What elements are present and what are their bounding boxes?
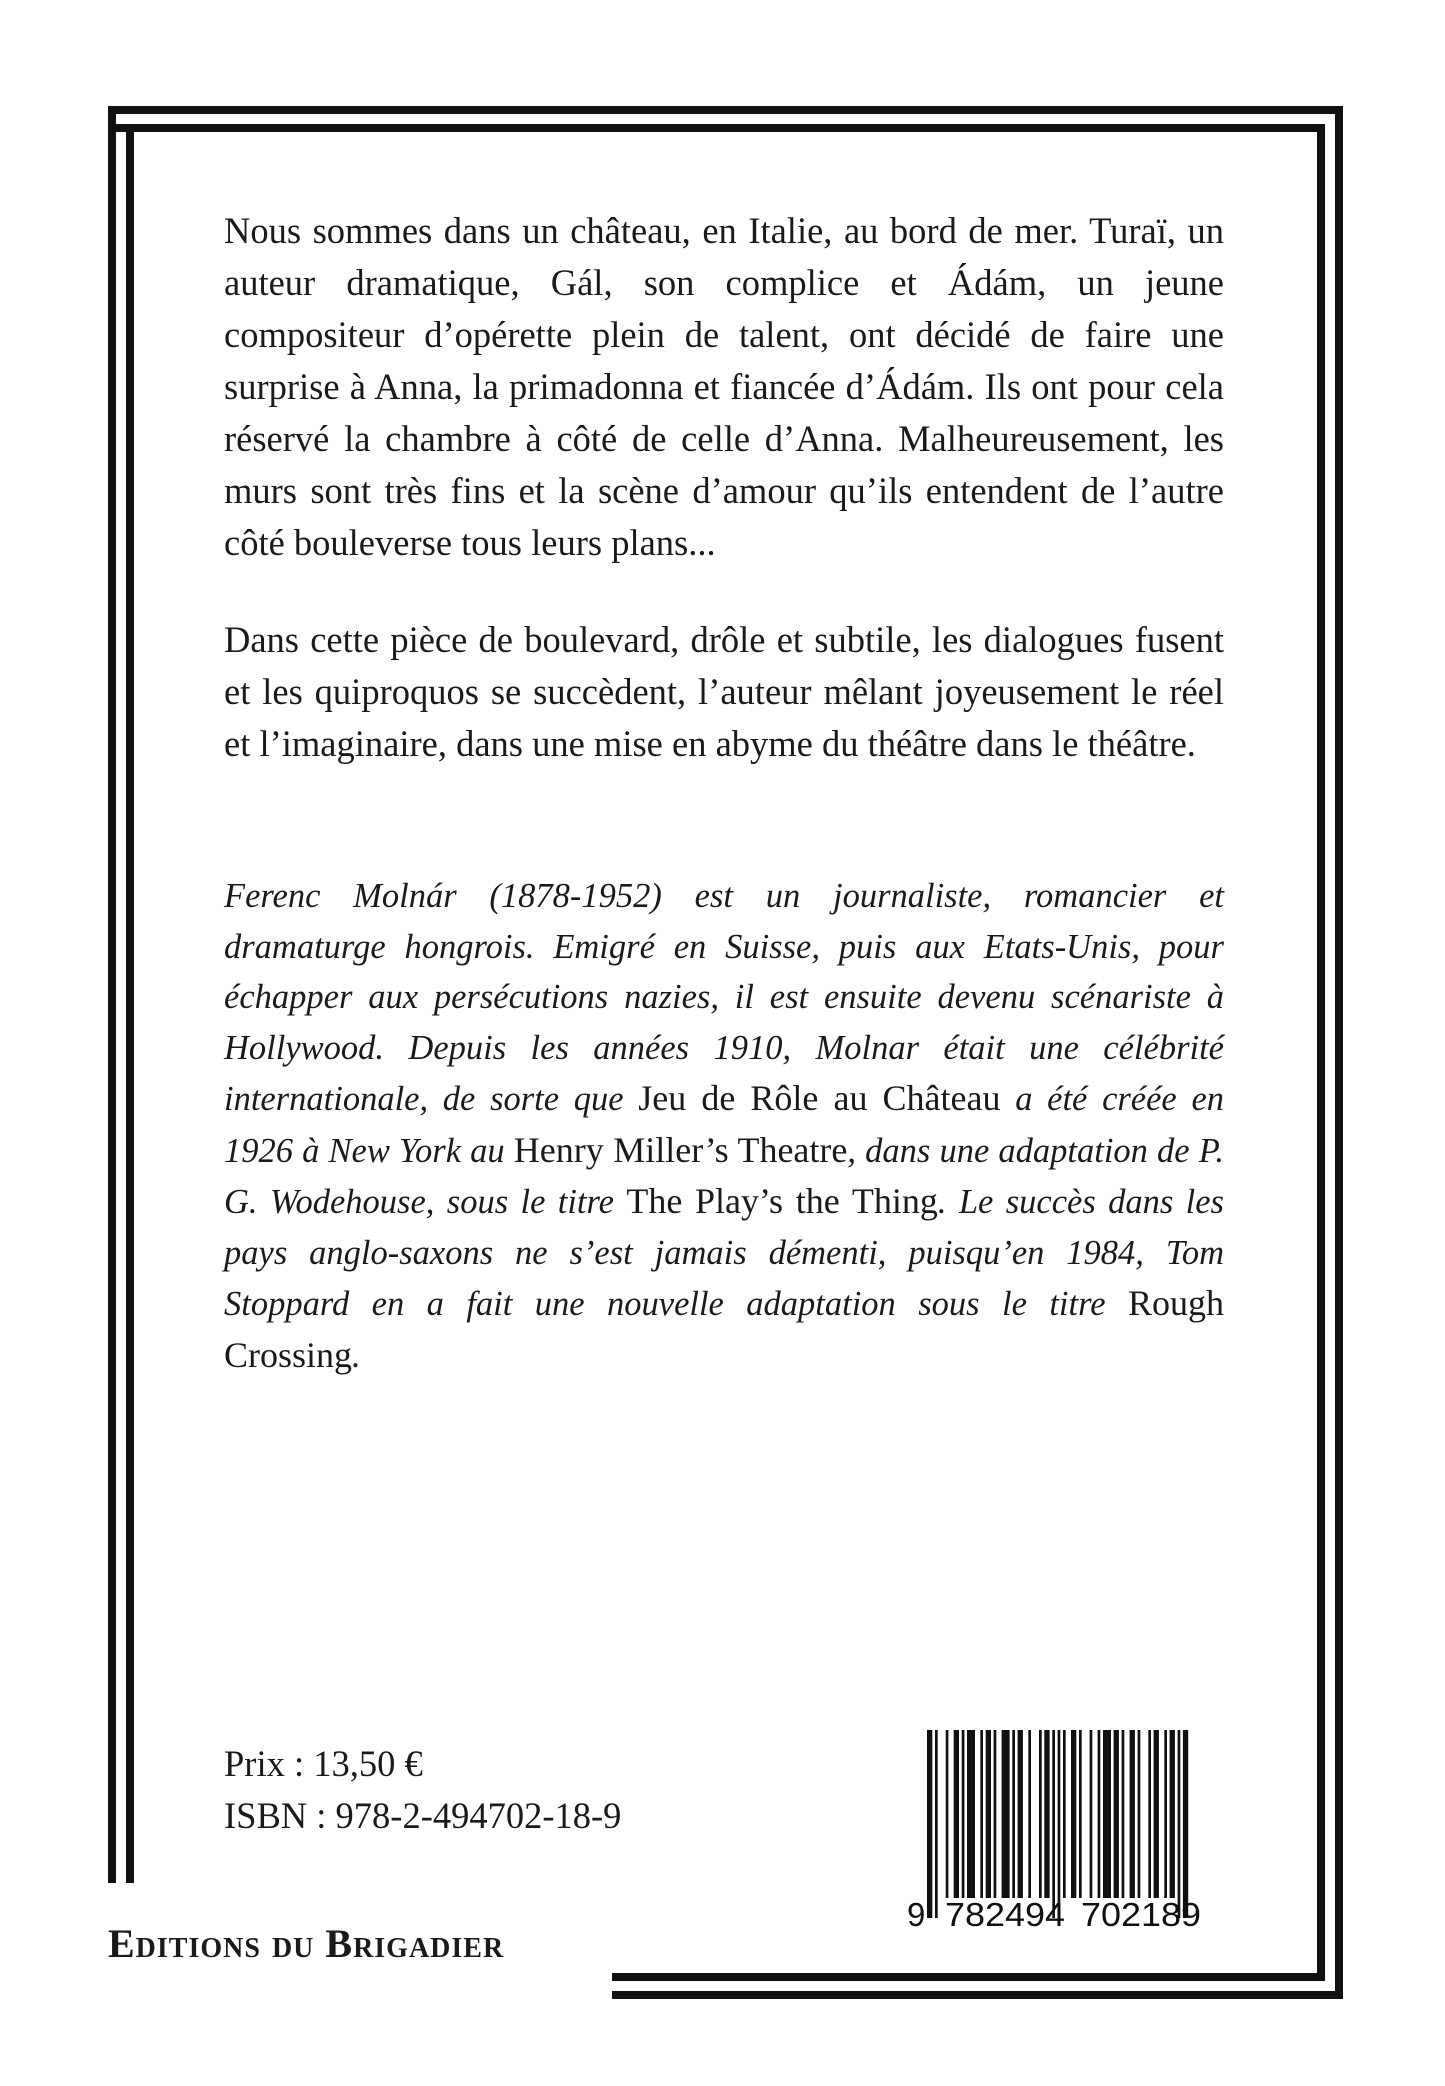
bio-title-jeu-de-role: Jeu de Rôle au Château <box>638 1078 1001 1118</box>
bio-segment-5: . <box>352 1336 361 1375</box>
barcode-bar <box>935 1730 938 1918</box>
barcode-bar <box>1063 1730 1066 1898</box>
barcode-bar <box>954 1730 959 1898</box>
author-bio-text <box>224 871 1224 1381</box>
barcode-bar <box>1028 1730 1031 1898</box>
barcode-bar <box>1164 1730 1167 1898</box>
barcode-bar <box>1138 1730 1141 1898</box>
barcode-bar <box>1114 1730 1119 1898</box>
summary-paragraph-2 <box>224 614 1224 770</box>
barcode-digit-first: 9 <box>907 1896 926 1930</box>
barcode-bar <box>1058 1730 1061 1918</box>
barcode-bar <box>1039 1730 1042 1898</box>
barcode-bar <box>980 1730 983 1898</box>
isbn-label: ISBN : 978-2-494702-18-9 <box>224 1795 622 1836</box>
barcode-bar <box>1012 1730 1015 1898</box>
barcode-bar <box>1090 1730 1093 1898</box>
barcode-bar <box>1170 1730 1175 1898</box>
barcode-bar <box>1103 1730 1111 1898</box>
barcode-bar <box>1148 1730 1151 1898</box>
frame-left-outer <box>108 106 116 1883</box>
bio-segment-3: , dans une adaptation de P. G. Wodehouse, sous le titre <box>224 1131 1224 1221</box>
summary-paragraph-1-text: Nous sommes dans un château, en Italie, au bord de mer. Turaï, un auteur dramatique, Gál, son complice et Ádám, un jeune compositeur d’opérette plein de talent, ont décidé de faire une surprise à Anna, la primadonna et fiancée d’Ádám. Ils ont pour cela réservé la chambre à côté de celle d’Anna. Malheureusement, les murs sont très fins et la scène d’amour qu’ils entendent de l’autre côté bouleverse tous leurs plans... <box>224 210 1224 563</box>
barcode-bar <box>946 1730 949 1898</box>
frame-right-inner <box>1317 124 1325 1981</box>
publisher-name: Editions du Brigadier <box>108 1921 505 1966</box>
author-bio <box>224 871 1224 1381</box>
bio-title-henry-miller: Henry Miller’s Theatre <box>513 1129 848 1170</box>
summary-paragraph-1 <box>224 205 1224 569</box>
barcode-bar <box>1079 1730 1082 1898</box>
frame-bottom-inner <box>612 1973 1325 1981</box>
barcode <box>905 1730 1233 1930</box>
barcode-bar <box>1154 1730 1159 1898</box>
barcode-bar <box>1183 1730 1188 1918</box>
barcode-bars <box>927 1730 1188 1918</box>
barcode-bar <box>962 1730 965 1898</box>
price-label: Prix : 13,50 € <box>224 1743 423 1784</box>
barcode-bar <box>967 1730 975 1898</box>
frame-right-outer <box>1335 106 1343 1999</box>
barcode-bar <box>1071 1730 1076 1898</box>
barcode-digits-right: 702189 <box>1081 1896 1201 1930</box>
barcode-bar <box>1122 1730 1125 1898</box>
bio-segment-2: a été créée en 1926 à New York au <box>224 1080 1225 1170</box>
frame-top-inner <box>108 124 1325 132</box>
barcode-bar <box>1130 1730 1135 1898</box>
frame-top-outer <box>108 106 1343 114</box>
bio-title-rough-crossing: Rough Crossing <box>224 1283 1224 1375</box>
barcode-bar <box>1178 1730 1181 1918</box>
barcode-bar <box>1002 1730 1010 1898</box>
barcode-bar <box>994 1730 997 1898</box>
barcode-bar <box>1052 1730 1055 1918</box>
bio-segment-1: Ferenc Molnár (1878-1952) est un journaliste, romancier et dramaturge hongrois. Emigré en Suisse, puis aux Etats-Unis, pour échapper aux persécutions nazies, il est ensuite devenu scénariste à Hollywood. Depuis les années 1910, Molnar était une célébrité internationale, de sorte que <box>224 877 1224 1118</box>
bio-title-plays-the-thing: The Play’s the Thing <box>626 1181 938 1221</box>
barcode-bar <box>1044 1730 1049 1898</box>
barcode-digits-left: 782494 <box>945 1896 1065 1930</box>
frame-left-inner <box>126 124 134 1883</box>
barcode-bar <box>1098 1730 1101 1898</box>
barcode-bar <box>927 1730 932 1918</box>
bio-segment-4: . Le succès dans les pays anglo-saxons ne s’est jamais démenti, puisqu’en 1984, Tom Stoppard en a fait une nouvelle adaptation sous le titre <box>224 1183 1224 1323</box>
barcode-bar <box>986 1730 991 1898</box>
barcode-bar <box>1018 1730 1023 1898</box>
frame-bottom-outer <box>612 1991 1343 1999</box>
summary-paragraph-2-text: Dans cette pièce de boulevard, drôle et subtile, les dialogues fusent et les quiproquos se succèdent, l’auteur mêlant joyeusement le réel et l’imaginaire, dans une mise en abyme du théâtre dans le théâtre. <box>224 619 1224 764</box>
